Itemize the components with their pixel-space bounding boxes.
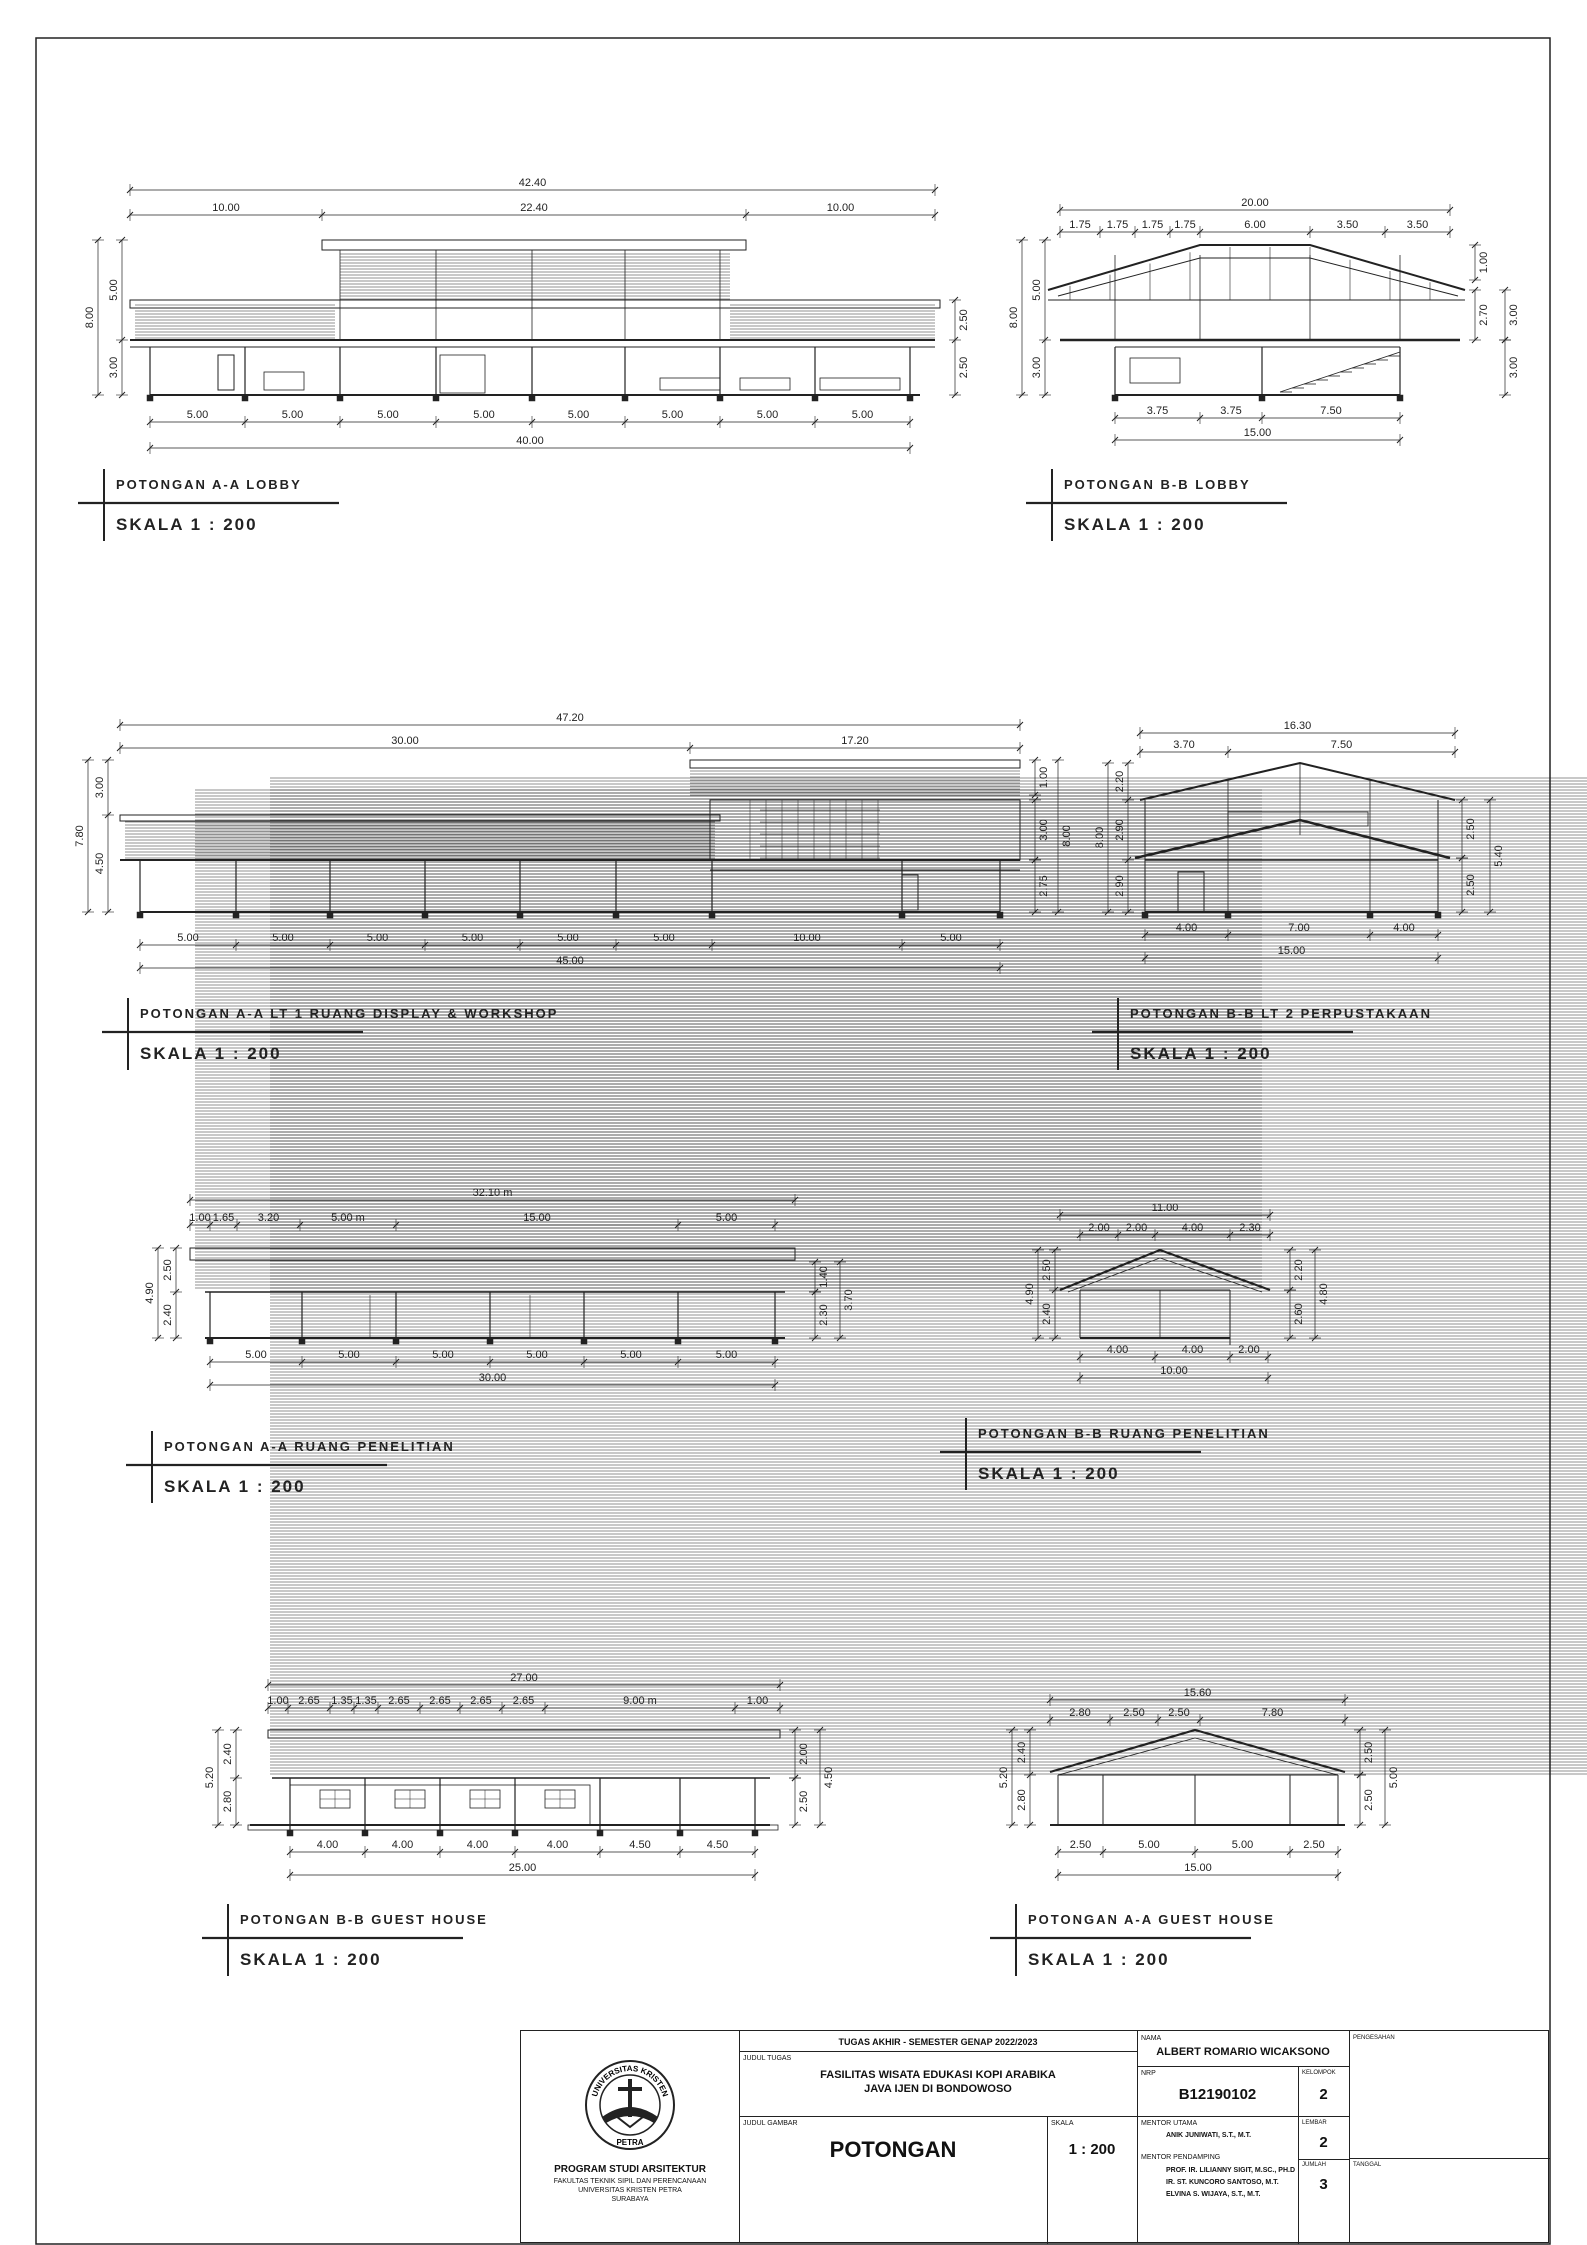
dimension-label: 1.00 [746,1695,769,1707]
dimension-label: 11.00 [1151,1202,1179,1214]
drawing-scale: SKALA 1 : 200 [140,1044,282,1063]
drawing-scale: SKALA 1 : 200 [240,1950,382,1969]
roof-upper [1140,763,1455,800]
footing [677,1830,683,1836]
student-name: ALBERT ROMARIO WICAKSONO [1156,2046,1330,2058]
dimension-label: 2.20 [1293,1259,1305,1281]
dimension-label: 4.90 [144,1282,156,1304]
dimension-label: 4.00 [1393,922,1415,934]
student-nrp: B12190102 [1178,2086,1257,2103]
dimension-label: 47.20 [556,712,584,724]
footing [433,395,439,401]
dimension-label: 5.20 [204,1766,216,1789]
dimension-label: 2.50 [1123,1707,1145,1719]
dimension-label: 7.00 [1288,922,1310,934]
logo-bottom-text: PETRA [616,2138,644,2147]
lembar-label: LEMBAR [1302,2120,1327,2126]
dimension-label: 2.00 [1238,1344,1260,1356]
mentor-utama-label: MENTOR UTAMA [1141,2120,1198,2127]
dimension-label: 7.80 [74,825,86,847]
dimension-label: 3.20 [257,1212,280,1224]
furniture [820,378,900,390]
dimension-label: 2.20 [1114,770,1126,793]
dimension-label: 5.00 [272,932,294,944]
dimension-label: 8.00 [1094,826,1106,849]
roof-side [130,300,940,308]
footing [752,1830,758,1836]
dimension-label: 2.50 [1465,874,1477,896]
dimension-label: 30.00 [478,1372,507,1384]
dimension-label: 17.20 [841,735,869,747]
tb-divider [1349,2031,1350,2242]
dimension-label: 10.00 [1160,1365,1188,1377]
dimension-label: 2.00 [1088,1222,1110,1234]
dimension-label: 5.00 [851,409,874,421]
kelompok-value: 2 [1319,2086,1328,2103]
dimension-label: 3.70 [843,1289,855,1311]
drawing-title: POTONGAN A-A LT 1 RUANG DISPLAY & WORKSHOP [140,1006,559,1021]
dimension-label: 2.50 [1069,1839,1092,1851]
dimension-label: 40.00 [516,435,544,447]
section-b-b-guest [204,778,1587,1881]
dimension-label: 4.00 [1106,1344,1129,1356]
dimension-label: 9.00 m [623,1695,657,1707]
roof-top [322,240,746,250]
section-b-b-perpustakaan [1094,720,1505,964]
footing [207,1338,213,1344]
dimension-label: 3.00 [1508,304,1520,326]
mentor-pendamping-2: IR. ST. KUNCORO SANTOSO, M.T. [1166,2179,1279,2186]
footing [147,395,153,401]
dimension-label: 15.00 [1184,1862,1212,1874]
drawing-title: POTONGAN B-B GUEST HOUSE [240,1912,488,1927]
dimension-label: 5.00 [567,409,590,421]
dimension-label: 4.00 [391,1839,414,1851]
dimension-label: 5.00 [756,409,779,421]
tb-divider [1137,2066,1349,2067]
drawing-label-b-b-guest [202,1904,488,1976]
dimension-label: 3.70 [1173,739,1195,751]
footing [287,1830,293,1836]
dimension-label: 3.00 [1031,356,1043,379]
dimension-label: 5.40 [1493,845,1505,867]
dimension-label: 10.00 [826,202,855,214]
dimension-label: 2.00 [1125,1222,1148,1234]
dimension-label: 2.80 [1016,1789,1028,1811]
dimension-label: 3.00 [108,356,120,379]
dimension-label: 5.00 [338,1349,360,1361]
drawing-label-a-a-lobby [78,469,339,541]
dimension-label: 15.00 [1277,945,1306,957]
dimension-label: 32.10 m [472,1187,513,1199]
dimension-label: 2.40 [1016,1741,1028,1764]
tanggal-label: TANGGAL [1353,2162,1382,2168]
skala-label: SKALA [1051,2120,1074,2127]
dimension-label: 8.00 [1008,306,1020,329]
dimension-label: 2.50 [958,356,970,379]
dimension-label: 4.00 [316,1839,339,1851]
dimension-label: 2.65 [429,1695,451,1707]
dimension-label: 5.20 [998,1766,1010,1789]
dimension-label: 2.40 [162,1304,174,1326]
dimension-label: 3.75 [1146,405,1169,417]
footing [907,395,913,401]
dimension-label: 1.00 [1478,251,1490,274]
project-title-line2: JAVA IJEN DI BONDOWOSO [864,2083,1012,2095]
dimension-label: 4.00 [1181,1344,1204,1356]
dimension-label: 5.00 [473,409,495,421]
tb-divider [739,2051,1137,2052]
mentor-pendamping-3: ELVINA S. WIJAYA, S.T., M.T. [1166,2191,1261,2198]
dimension-label: 3.75 [1220,405,1242,417]
tb-divider [1137,2031,1138,2242]
stair-stringer [1280,352,1400,392]
drawing-scale: SKALA 1 : 200 [164,1477,306,1496]
tb-divider [1349,2158,1550,2159]
dimension-label: 2.40 [1041,1303,1053,1325]
dimension-label: 22.40 [520,202,548,214]
nrp-label: NRP [1141,2070,1156,2077]
footing [362,1830,368,1836]
drawing-title: POTONGAN A-A GUEST HOUSE [1028,1912,1275,1927]
dimension-label: 4.00 [1175,922,1198,934]
dimension-label: 27.00 [510,1672,538,1684]
drawing-title: POTONGAN [829,2137,957,2162]
dimension-label: 3.50 [1336,219,1359,231]
dimension-label: 4.50 [629,1839,651,1851]
dimension-label: 2.75 [1038,875,1050,897]
kelompok-label: KELOMPOK [1302,2070,1336,2076]
dimension-label: 2.65 [388,1695,410,1707]
dimension-label: 2.80 [1069,1707,1091,1719]
section-drawings [74,177,1587,1881]
footing [529,395,535,401]
furniture [1130,358,1180,383]
university-logo [582,2057,678,2153]
dimension-label: 2.65 [470,1695,492,1707]
dimension-label: 4.80 [1318,1283,1330,1305]
faculty-name: FAKULTAS TEKNIK SIPIL DAN PERENCANAAN [553,2178,707,2185]
furniture [740,378,790,390]
mentor-utama: ANIK JUNIWATI, S.T., M.T. [1166,2132,1252,2139]
dimension-label: 1.65 [212,1212,235,1224]
dimension-label: 1.00 [1038,766,1050,789]
drawing-scale: SKALA 1 : 200 [1064,515,1206,534]
footing [437,1830,443,1836]
dimension-label: 3.00 [1038,819,1050,841]
dimension-label: 2.40 [222,1743,234,1765]
roof-edge [268,1730,780,1738]
tb-divider [739,2116,1137,2117]
lembar-value: 2 [1319,2134,1328,2151]
dimension-label: 2.90 [1114,819,1126,841]
dimension-label: 5.00 [653,932,675,944]
pengesahan-label: PENGESAHAN [1353,2035,1395,2041]
dimension-label: 1.35 [331,1695,353,1707]
dimension-label: 2.60 [1293,1303,1305,1325]
footing [597,1830,603,1836]
tb-divider [1137,2116,1349,2117]
dimension-label: 2.80 [222,1790,234,1813]
footing [512,1830,518,1836]
jumlah-label: JUMLAH [1302,2162,1327,2168]
footing [1112,395,1118,401]
dimension-label: 42.40 [518,177,547,189]
dimension-label: 5.00 [1138,1839,1160,1851]
logo-top-text: UNIVERSITAS KRISTEN [590,2063,670,2098]
program-name: PROGRAM STUDI ARSITEKTUR [554,2164,706,2175]
title-block [520,2030,1549,2243]
dimension-label: 5.00 [177,932,199,944]
dimension-label: 7.80 [1261,1707,1284,1719]
dimension-label: 5.00 [715,1212,738,1224]
section-a-a-guest [998,1687,1400,1881]
roof-truss [1058,258,1458,296]
drawing-scale: SKALA 1 : 200 [978,1464,1120,1483]
dimension-label: 1.75 [1069,219,1091,231]
stair [440,355,485,393]
dimension-label: 5.00 [377,409,399,421]
dimension-label: 2.30 [1239,1222,1261,1234]
dimension-label: 5.00 [281,409,304,421]
judul-gambar-label: JUDUL GAMBAR [743,2120,798,2127]
drawing-title: POTONGAN B-B LOBBY [1064,477,1251,492]
dimension-label: 2.50 [1303,1839,1325,1851]
dimension-label: 1.75 [1106,219,1129,231]
mentor-pendamping-1: PROF. IR. LILIANNY SIGIT, M.SC., PH.D [1166,2167,1295,2174]
dimension-label: 6.00 [1244,219,1266,231]
upper-floor-rooms [710,800,1020,860]
furniture [264,372,304,390]
dimension-label: 2.00 [798,1743,810,1765]
dimension-label: 1.75 [1174,219,1196,231]
dimension-label: 5.00 [1031,279,1043,301]
dimension-label: 2.50 [798,1790,810,1813]
dimension-label: 20.00 [1241,197,1269,209]
dimension-label: 4.00 [546,1839,569,1851]
dimension-label: 8.00 [84,306,96,329]
drawing-label-a-a-display [102,998,558,1070]
footing [622,395,628,401]
dimension-label: 5.00 [661,409,684,421]
dimension-label: 5.00 [108,279,120,301]
dimension-label: 2.50 [1465,818,1477,840]
dimension-label: 3.00 [94,776,106,799]
dimension-label: 4.00 [466,1839,489,1851]
dimension-label: 5.00 [366,932,389,944]
drawing-label-a-a-guest [990,1904,1275,1976]
dimension-label: 2.50 [958,309,970,331]
dimension-label: 2.50 [162,1259,174,1281]
dimension-label: 3.00 [1508,356,1520,379]
roof-top [690,760,1020,768]
project-title-line1: FASILITAS WISATA EDUKASI KOPI ARABIKA [820,2069,1056,2081]
dimension-label: 15.60 [1183,1687,1212,1699]
nama-label: NAMA [1141,2035,1162,2042]
semester-label: TUGAS AKHIR - SEMESTER GENAP 2022/2023 [838,2037,1038,2047]
tb-divider [1298,2159,1349,2160]
drawing-scale: SKALA 1 : 200 [1028,1950,1170,1969]
dimension-label: 5.00 m [331,1212,365,1224]
dimension-label: 7.50 [1320,405,1342,417]
tb-divider [1047,2116,1048,2244]
furniture [660,378,720,390]
dimension-label: 25.00 [508,1862,537,1874]
footing [1397,395,1403,401]
dimension-label: 5.00 [526,1349,548,1361]
drawing-scale: SKALA 1 : 200 [116,515,258,534]
dimension-label: 4.50 [706,1839,729,1851]
dimension-label: 2.50 [1363,1789,1375,1811]
dimension-label: 15.00 [523,1212,551,1224]
dimension-label: 1.40 [818,1266,830,1288]
section-a-a-lobby [84,177,970,454]
dimension-label: 2.50 [1363,1741,1375,1764]
dimension-label: 4.00 [1181,1222,1204,1234]
dimension-label: 15.00 [1243,427,1272,439]
drawing-label-b-b-perpustakaan [1092,998,1432,1070]
dimension-label: 2.30 [818,1304,830,1326]
dimension-label: 5.00 [186,409,209,421]
dimension-label: 2.70 [1478,304,1490,326]
footing [137,912,143,918]
dimension-label: 5.00 [940,932,962,944]
dimension-label: 5.00 [1388,1766,1400,1789]
dimension-label: 30.00 [391,735,419,747]
dimension-label: 45.00 [556,955,584,967]
dimension-label: 16.30 [1283,720,1312,732]
dimension-label: 5.00 [461,932,484,944]
dimension-label: 2.90 [1114,875,1126,897]
roof-outline [1048,245,1465,290]
drawing-label-b-b-lobby [1026,469,1287,541]
jumlah-value: 3 [1319,2176,1328,2193]
dimension-label: 8.00 [1061,825,1073,847]
university-name: UNIVERSITAS KRISTEN PETRA [578,2187,682,2194]
dimension-label: 2.50 [1168,1707,1190,1719]
dimension-label: 3.50 [1406,219,1429,231]
dimension-label: 5.00 [557,932,579,944]
dimension-label: 5.00 [715,1349,738,1361]
dimension-label: 7.50 [1330,739,1353,751]
section-b-b-lobby [1008,197,1520,446]
dimension-label: 1.35 [355,1695,377,1707]
footing [242,395,248,401]
footing [812,395,818,401]
city-name: SURABAYA [611,2196,649,2203]
dimension-label: 5.00 [245,1349,267,1361]
dimension-label: 4.90 [1024,1283,1036,1305]
mentor-pendamping-label: MENTOR PENDAMPING [1141,2154,1221,2161]
dimension-label: 5.00 [432,1349,454,1361]
footing [717,395,723,401]
drawing-label-b-b-penelitian [940,1418,1270,1490]
door [218,355,234,390]
drawing-title: POTONGAN A-A RUANG PENELITIAN [164,1439,455,1454]
section-a-a-display [74,712,1073,974]
judul-tugas-label: JUDUL TUGAS [743,2055,792,2062]
dimension-label: 4.50 [94,852,106,875]
scale-value: 1 : 200 [1068,2141,1116,2158]
dimension-label: 1.75 [1141,219,1164,231]
dimension-label: 1.00 [189,1212,211,1224]
dimension-label: 2.65 [512,1695,535,1707]
dimension-label: 5.00 [1231,1839,1254,1851]
dimension-label: 1.00 [267,1695,289,1707]
dimension-label: 5.00 [620,1349,642,1361]
dimension-label: 10.00 [212,202,240,214]
drawing-title: POTONGAN B-B RUANG PENELITIAN [978,1426,1270,1441]
footing [1259,395,1265,401]
footing [337,395,343,401]
dimension-label: 2.50 [1041,1259,1053,1281]
drawing-scale: SKALA 1 : 200 [1130,1044,1272,1063]
dimension-label: 4.50 [823,1766,835,1789]
dimension-label: 10.00 [793,932,821,944]
drawing-title: POTONGAN B-B LT 2 PERPUSTAKAAN [1130,1006,1432,1021]
drawing-title: POTONGAN A-A LOBBY [116,477,302,492]
dimension-label: 2.65 [298,1695,320,1707]
